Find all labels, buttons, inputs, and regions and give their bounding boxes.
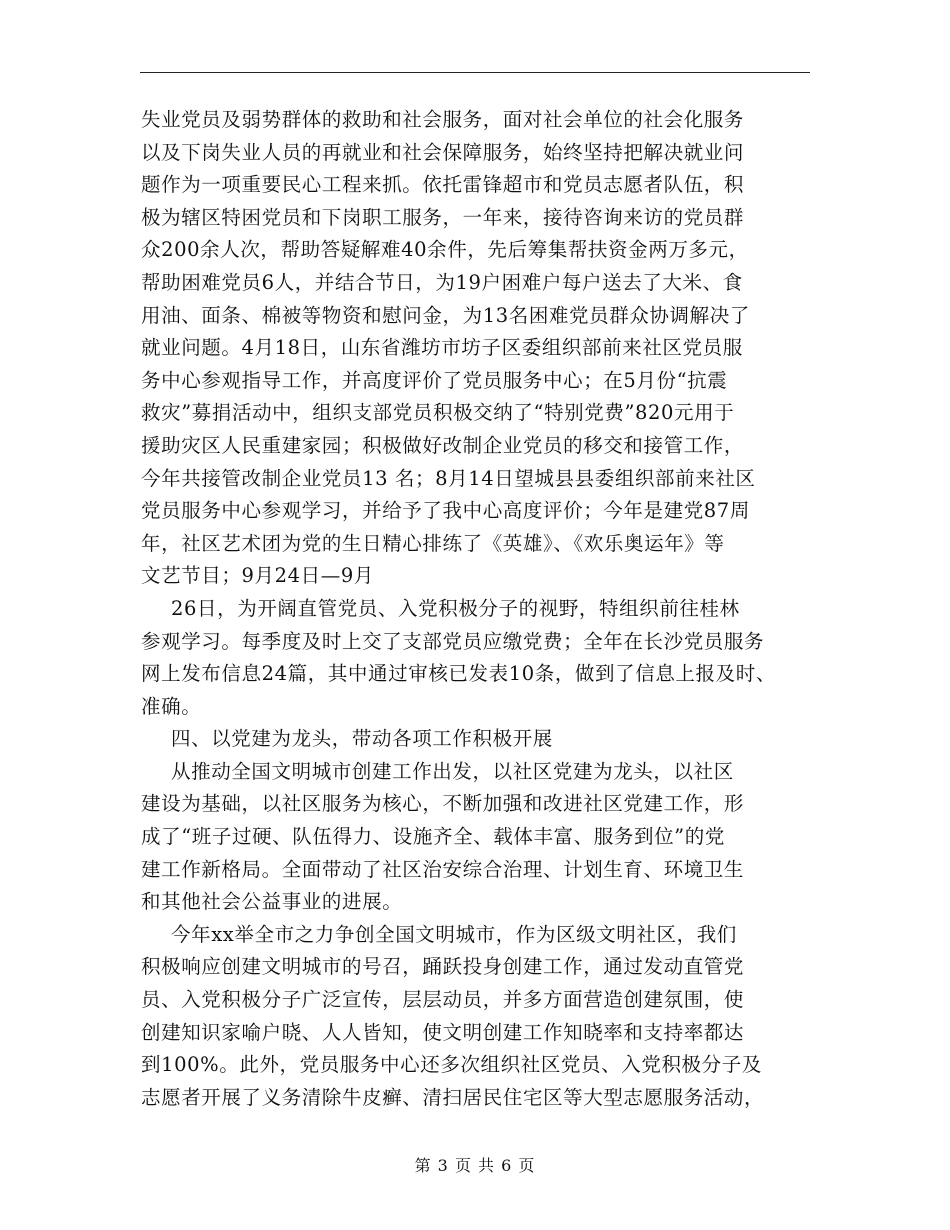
text-line: 今年xx举全市之力争创全国文明城市，作为区级文明社区，我们 xyxy=(171,922,737,946)
text-line: 文艺节目；9月24日—9月 xyxy=(141,564,374,588)
text-line: 志愿者开展了义务清除牛皮癣、清扫居民住宅区等大型志愿服务活动， xyxy=(141,1085,765,1109)
header-rule xyxy=(140,72,810,73)
text-line: 建工作新格局。全面带动了社区治安综合治理、计划生育、环境卫生 xyxy=(141,857,745,881)
text-line: 帮助困难党员6人，并结合节日，为19户困难户每户送去了大米、食 xyxy=(141,270,743,294)
text-line: 成了“班子过硬、队伍得力、设施齐全、载体丰富、服务到位”的党 xyxy=(141,825,725,849)
text-line: 极为辖区特困党员和下岗职工服务，一年来，接待咨询来访的党员群 xyxy=(141,205,745,229)
text-line: 党员服务中心参观学习，并给予了我中心高度评价；今年是建党87周 xyxy=(141,499,750,523)
text-line: 从推动全国文明城市创建工作出发，以社区党建为龙头，以社区 xyxy=(171,759,734,783)
text-line: 员、入党积极分子广泛宣传，层层动员，并多方面营造创建氛围，使 xyxy=(141,988,745,1012)
text-line: 建设为基础，以社区服务为核心，不断加强和改进社区党建工作，形 xyxy=(141,792,745,816)
text-line: 创建知识家喻户晓、人人皆知，使文明创建工作知晓率和支持率都达 xyxy=(141,1020,745,1044)
text-line: 网上发布信息24篇，其中通过审核已发表10条，做到了信息上报及时、 xyxy=(141,662,776,686)
text-line: 救灾”募捐活动中，组织支部党员积极交纳了“特别党费”820元用于 xyxy=(141,401,735,425)
text-line: 到100%。此外，党员服务中心还多次组织社区党员、入党积极分子及 xyxy=(141,1053,762,1077)
text-line: 准确。 xyxy=(141,694,202,718)
text-line: 失业党员及弱势群体的救助和社会服务，面对社会单位的社会化服务 xyxy=(141,108,745,131)
text-line: 26日，为开阔直管党员、入党积极分子的视野，特组织前往桂林 xyxy=(171,596,740,620)
text-line: 援助灾区人民重建家园；积极做好改制企业党员的移交和接管工作， xyxy=(141,433,745,457)
text-line: 今年共接管改制企业党员13 名；8月14日望城县县委组织部前来社区 xyxy=(141,466,756,490)
text-line: 四、以党建为龙头，带动各项工作积极开展 xyxy=(171,727,553,751)
body-text xyxy=(141,104,841,1114)
text-line: 众200余人次，帮助答疑解难40余件，先后筹集帮扶资金两万多元， xyxy=(141,238,749,262)
text-line: 年，社区艺术团为党的生日精心排练了《英雄》、《欢乐奥运年》等 xyxy=(141,531,725,555)
text-line: 用油、面条、棉被等物资和慰问金，为13名困难党员群众协调解决了 xyxy=(141,303,750,327)
text-line: 以及下岗失业人员的再就业和社会保障服务，始终坚持把解决就业问 xyxy=(141,140,745,164)
text-line: 题作为一项重要民心工程来抓。依托雷锋超市和党员志愿者队伍，积 xyxy=(141,173,745,197)
text-line: 参观学习。每季度及时上交了支部党员应缴党费；全年在长沙党员服务 xyxy=(141,629,765,653)
text-line: 务中心参观指导工作，并高度评价了党员服务中心；在5月份“抗震 xyxy=(141,368,728,392)
text-line: 就业问题。4月18日，山东省潍坊市坊子区委组织部前来社区党员服 xyxy=(141,336,743,360)
page-footer: 第 3 页 共 6 页 xyxy=(414,1156,536,1175)
text-line: 积极响应创建文明城市的号召，踊跃投身创建工作，通过发动直管党 xyxy=(141,955,745,979)
text-line: 和其他社会公益事业的进展。 xyxy=(141,890,403,914)
